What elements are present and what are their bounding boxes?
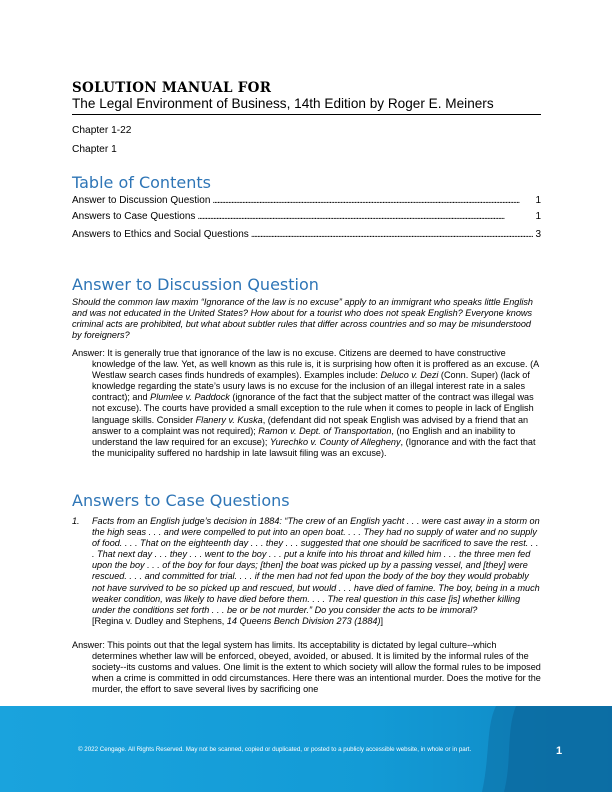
discussion-question: Should the common law maxim “Ignorance of the law is no excuse” apply to an immigrant who speaks little English and was not educated in the United States? How about for a tourist who does not speak English? Everyone knows criminal acts are prohibited, but what about subtler rules that differ across countries and so may be misunderstood by foreigners? [72,297,533,341]
toc-entry[interactable] [72,211,541,222]
cases-heading: Answers to Case Questions [72,491,290,510]
toc-entry-label: Answers to Ethics and Social Questions [72,229,249,240]
discussion-heading: Answer to Discussion Question [72,275,319,294]
toc-entry-label: Answers to Case Questions [72,211,196,222]
case-name: Deluco v. Dezi [380,370,439,381]
manual-title: SOLUTION MANUAL FOR [72,80,272,96]
case-name: Plumlee v. Paddock [150,392,230,403]
case-question: 1. Facts from an English judge’s decision in 1884: “The crew of an English yacht . . . were cast away in a storm on the high seas . . . and were compelled to put into an open boat. . . . They had no supply of water and no supply of food. . . . That on the eighteenth day . . . they . . . suggested that one should be sacrificed to save the rest. . . . That next day . . . they . . . went to the boy . . . put a knife into his throat and killed him . . . the three men fed upon the boy . . . of the boy for four days; [then] the boat was picked up by a passing vessel, and [they] were rescued. . . . and committed for trial. . . . if the men had not fed upon the body of the boy they would probably not have survived to be so picked up and rescued, but would . . . have died of famine. The boy, being in a much weaker condition, was likely to have died before them. . . . The real question in this case [is] whether killing under the conditions set forth . . . be or be not murder.” Do you consider the acts to be immoral? [Regina v. Dudley and Stephens, 14 Queens Bench Division 273 (1884)] [72,516,540,626]
chapter-label: Chapter 1 [72,144,117,155]
case-citation: Regina v. Dudley and Stephens, [94,615,227,626]
case-name: Flanery v. Kuska [195,414,263,425]
toc-entry-page: 1 [535,195,541,206]
case-reporter: 14 Queens Bench Division 273 (1884) [226,615,381,626]
toc-entry-page: 1 [535,211,541,222]
toc-entry-label: Answer to Discussion Question [72,195,211,206]
case-name: Yurechko v. County of Allegheny [269,436,401,447]
case-name: Ramon v. Dept. of Transportation [258,425,392,436]
title-divider [72,114,541,115]
toc-entry[interactable] [72,195,541,206]
toc-entry-page: 3 [535,229,541,240]
toc-leader [197,211,533,222]
toc-leader [251,229,534,240]
case-question-number: 1. [72,516,80,526]
copyright-notice: © 2022 Cengage. All Rights Reserved. May not be scanned, copied or duplicated, or posted to a publicly accessible website, in whole or in part. [78,746,472,753]
case-answer: Answer: This points out that the legal system has limits. Its acceptability is dictated by legal culture--which determines whether law will be enforced, obeyed, avoided, or abused. It is limited by the informal rules of the society--its customs and values. One limit is the extent to which society will allow the formal rules to be imposed when a crime is committed in odd circumstances. Here there was an intentional murder. Does the motive for the murder, the effort to save several lives by sacrificing one [72,640,541,695]
book-title: The Legal Environment of Business, 14th Edition by Roger E. Meiners [72,96,494,111]
page-number: 1 [556,745,563,757]
chapter-range: Chapter 1-22 [72,125,132,136]
toc-leader [212,195,533,206]
footer-decoration [476,706,612,792]
page-footer [0,706,612,792]
toc-heading: Table of Contents [72,173,211,192]
case-question-text: Facts from an English judge’s decision in 1884: “The crew of an English yacht . . . were cast away in a storm on the high seas . . . and were compelled to put into an open boat. . . . They had no supply of water and no supply of food. . . . That on the eighteenth day . . . they . . . suggested that one should be sacrificed to save the rest. . . . That next day . . . they . . . went to the boy . . . put a knife into his throat and killed him . . . the three men fed upon the boy . . . of the boy for four days; [then] the boat was picked up by a passing vessel, and [they] were rescued. . . . and committed for trial. . . . if the men had not fed upon the body of the boy they would probably not have survived to be so picked up and rescued, but would . . . have died of famine. The boy, being in a much weaker condition, was likely to have died before them. . . . The real question in this case [is] whether killing under the conditions set forth . . . be or be not murder.” Do you consider the acts to be immoral? [92,516,540,615]
discussion-answer: Answer: It is generally true that ignorance of the law is no excuse. Citizens are deemed to have constructive knowledge of the law. Yet, as well known as this rule is, it is surprising how often it is proffered as an excuse. (A Westlaw search cases finds hundreds of examples). Examples include: Deluco v. Dezi (Conn. Super) (lack of knowledge regarding the state’s usury laws is no excuse for the inclusion of an illegal interest rate in a sales contract); and Plumlee v. Paddock (ignorance of the fact that the subject matter of the contract was illegal was not excuse). The courts have provided a small exception to the rule when it comes to people in lack of English language skills. Consider Flanery v. Kuska, (defendant did not speak English was advised by a friend that an answer to a complaint was not required); Ramon v. Dept. of Transportation, (no English and an inability to understand the law required for an excuse); Yurechko v. County of Allegheny, (Ignorance and with the fact that the municipality suffered no hardship in late lawsuit filing was an excuse). [72,348,539,458]
toc-entry[interactable] [72,229,541,240]
